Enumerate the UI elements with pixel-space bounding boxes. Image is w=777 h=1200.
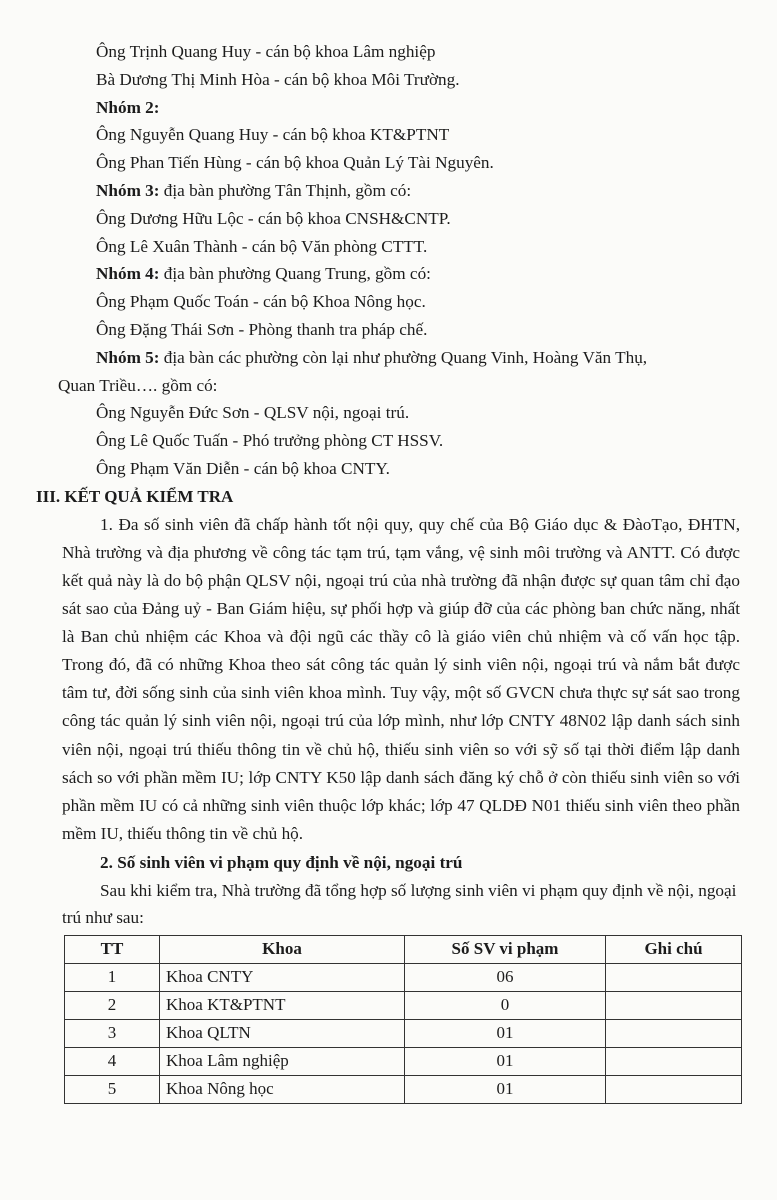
group-4-heading	[58, 260, 737, 288]
cell-notes	[606, 1019, 742, 1047]
cell-khoa: Khoa CNTY	[160, 963, 405, 991]
summary-paragraph: Sau khi kiểm tra, Nhà trường đã tổng hợp số lượng sinh viên vi phạm quy định về nội, ngoại trú như sau:	[62, 880, 737, 928]
cell-tt: 5	[65, 1075, 160, 1103]
cell-khoa: Khoa Nông học	[160, 1075, 405, 1103]
section-heading: III. KẾT QUẢ KIỂM TRA	[36, 486, 234, 506]
cell-tt: 1	[65, 963, 160, 991]
table-row	[65, 1047, 742, 1075]
member-line: Ông Lê Quốc Tuấn - Phó trưởng phòng CT HSSV.	[96, 431, 444, 451]
member-line: Ông Lê Xuân Thành - cán bộ Văn phòng CTTT.	[96, 236, 428, 256]
group-label: Nhóm 2:	[96, 97, 160, 117]
group-desc: địa bàn phường Tân Thịnh, gồm có:	[159, 180, 412, 200]
header-khoa: Khoa	[160, 935, 405, 963]
group-label: Nhóm 4:	[96, 264, 160, 284]
violations-table	[64, 935, 742, 1104]
cell-tt: 3	[65, 1019, 160, 1047]
member-line: Ông Dương Hữu Lộc - cán bộ khoa CNSH&CNTP.	[96, 208, 451, 228]
cell-tt: 2	[65, 991, 160, 1019]
member-line: Ông Đặng Thái Sơn - Phòng thanh tra pháp chế.	[96, 319, 428, 339]
member-line: Ông Nguyễn Quang Huy - cán bộ khoa KT&PTNT	[96, 125, 450, 145]
group-2-label	[58, 94, 737, 122]
member-line: Ông Phan Tiến Hùng - cán bộ khoa Quản Lý Tài Nguyên.	[96, 153, 494, 173]
header-notes: Ghi chú	[606, 935, 742, 963]
cell-violations: 01	[405, 1047, 606, 1075]
table-row	[65, 963, 742, 991]
table-row	[65, 991, 742, 1019]
header-violations: Số SV vi phạm	[405, 935, 606, 963]
cell-khoa: Khoa Lâm nghiệp	[160, 1047, 405, 1075]
cell-khoa: Khoa QLTN	[160, 1019, 405, 1047]
cell-tt: 4	[65, 1047, 160, 1075]
group-3-heading	[58, 177, 737, 205]
table-row	[65, 1075, 742, 1103]
cell-notes	[606, 963, 742, 991]
member-line: Ông Phạm Quốc Toán - cán bộ Khoa Nông học.	[96, 292, 426, 312]
cell-notes	[606, 1075, 742, 1103]
violations-subheading: 2. Số sinh viên vi phạm quy định về nội, ngoại trú	[100, 852, 463, 872]
table-row	[65, 1019, 742, 1047]
member-line: Bà Dương Thị Minh Hòa - cán bộ khoa Môi Trường.	[96, 69, 460, 89]
group-label: Nhóm 3:	[96, 180, 160, 200]
group-5-heading	[58, 344, 737, 372]
cell-notes	[606, 1047, 742, 1075]
member-line: Ông Trịnh Quang Huy - cán bộ khoa Lâm nghiệp	[96, 42, 436, 61]
cell-violations: 0	[405, 991, 606, 1019]
member-line: Ông Phạm Văn Diễn - cán bộ khoa CNTY.	[96, 458, 390, 478]
member-line: Ông Nguyễn Đức Sơn - QLSV nội, ngoại trú.	[96, 403, 410, 423]
result-paragraph: 1. Đa số sinh viên đã chấp hành tốt nội quy, quy chế của Bộ Giáo dục & ĐàoTạo, ĐHTN, Nhà trường và địa phương về công tác tạm trú, tạm vắng, vệ sinh môi trường và ANTT. Có được kết quả này là do bộ phận QLSV nội, ngoại trú của nhà trường đã nhận được sự quan tâm chỉ đạo sát sao của Đảng uỷ - Ban Giám hiệu, sự phối hợp và giúp đỡ của các phòng ban chức năng, nhất là Ban chủ nhiệm các Khoa và đội ngũ các thầy cô là giáo viên chủ nhiệm và cố vấn học tập. Trong đó, đã có những Khoa theo sát công tác quản lý sinh viên nội, ngoại trú và nắm bắt được tâm tư, đời sống sinh của sinh viên khoa mình. Tuy vậy, một số GVCN chưa thực sự sát sao trong công tác quản lý sinh viên nội, ngoại trú của lớp mình, như lớp CNTY 48N02 lập danh sách sinh viên nội, ngoại trú thiếu thông tin về chủ hộ, thiếu sinh viên so với sỹ số tại thời điểm lập danh sách so với phần mềm IU; lớp CNTY K50 lập danh sách đăng ký chỗ ở còn thiếu sinh viên so với phần mềm IU có cả những sinh viên thuộc lớp khác; lớp 47 QLDĐ N01 thiếu sinh viên theo phần mềm IU, thiếu thông tin về chủ hộ.	[62, 514, 740, 843]
group-desc: địa bàn phường Quang Trung, gồm có:	[159, 264, 431, 284]
group-desc: địa bàn các phường còn lại như phường Quang Vinh, Hoàng Văn Thụ,	[159, 347, 648, 367]
cell-notes	[606, 991, 742, 1019]
cell-violations: 01	[405, 1075, 606, 1103]
group-label: Nhóm 5:	[96, 347, 160, 367]
cell-khoa: Khoa KT&PTNT	[160, 991, 405, 1019]
group-desc-continued: Quan Triều…. gồm có:	[58, 375, 218, 395]
cell-violations: 01	[405, 1019, 606, 1047]
table-header-row	[65, 935, 742, 963]
header-tt: TT	[65, 935, 160, 963]
cell-violations: 06	[405, 963, 606, 991]
